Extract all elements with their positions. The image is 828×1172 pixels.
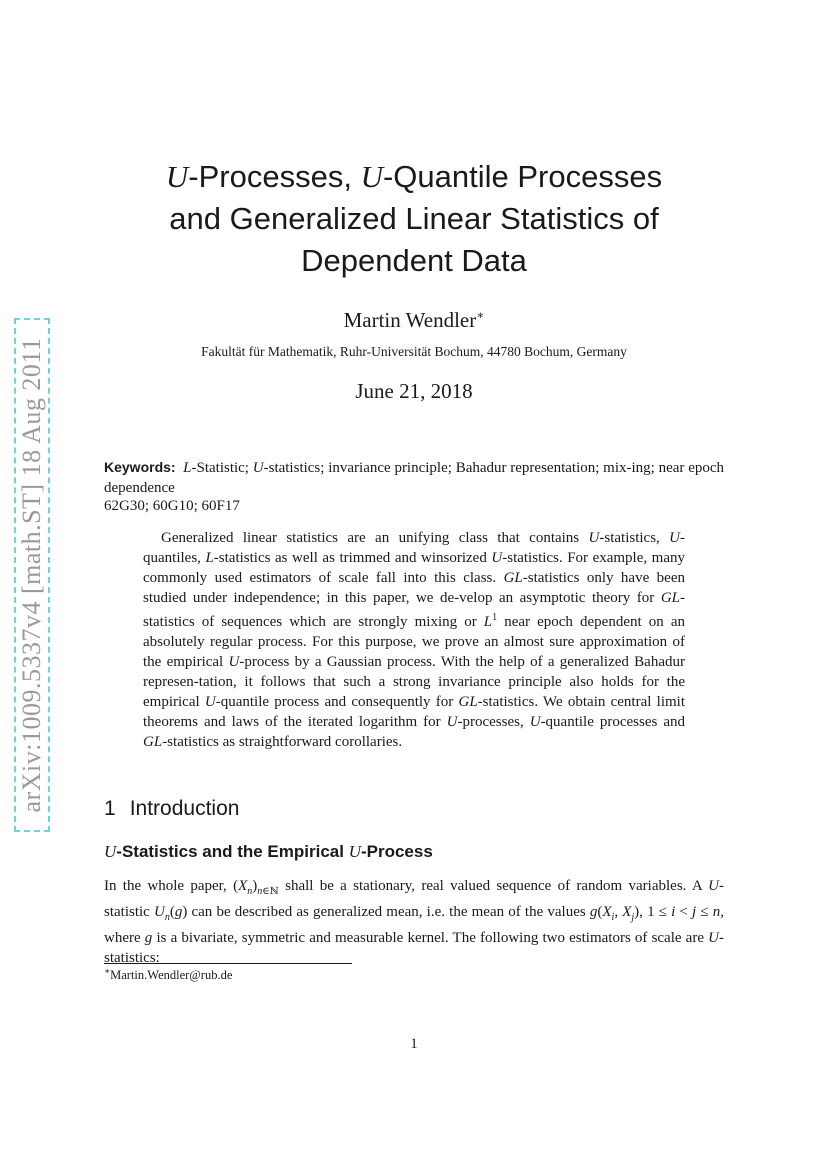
body-paragraph: In the whole paper, $(X_n)_{n\in ℕ}$ shall be a stationary, real valued sequence of random variables. A U-statistic $U_n(g)$ can be described as generalized mean, i.e. the mean of the values $g(X_i$, $X_j$), 1 ≤ i < j ≤ n, where g is a bivariate, symmetric and measurable kernel. The following two estimators of scale are U-statistics: [104, 878, 725, 966]
affiliation: Fakultät für Mathematik, Ruhr-Universität Bochum, 44780 Bochum, Germany [201, 344, 627, 359]
author: Martin Wendler∗ [343, 308, 485, 332]
keywords-label: Keywords: [104, 459, 176, 475]
section-number: 1 [104, 797, 116, 820]
title-line-1: U-Processes, U-Quantile Processes [165, 159, 663, 194]
arxiv-stamp [14, 318, 50, 832]
keywords-text: L-Statistic; U-statistics; invariance principle; Bahadur representation; mix-ing; near epoch dependence [104, 460, 725, 496]
paper-title [80, 156, 748, 282]
footnote: ∗Martin.Wendler@rub.de [104, 966, 233, 983]
page-number: 1 [410, 1036, 418, 1052]
section-title: Introduction [129, 797, 240, 820]
title-line-3: Dependent Data [301, 243, 527, 278]
date: June 21, 2018 [355, 379, 473, 403]
title-line-2: and Generalized Linear Statistics of [169, 201, 659, 236]
arxiv-identifier: arXiv:1009.5337v4 [math.ST] 18 Aug 2011 [17, 337, 46, 813]
keywords [104, 457, 724, 498]
section-heading [104, 797, 239, 821]
subsection-heading: U-Statistics and the Empirical U-Process [104, 842, 433, 861]
msc-codes: 62G30; 60G10; 60F17 [104, 498, 240, 514]
abstract: Generalized linear statistics are an unifying class that contains U-statistics, U-quantiles, L-statistics as well as trimmed and winsorized U-statistics. For example, many commonly used estimators of scale fall into this class. GL-statistics only have been studied under independence; in this paper, we de-velop an asymptotic theory for GL-statistics of sequences which are strongly mixing or $L^1$ near epoch dependent on an absolutely regular process. For this purpose, we prove an almost sure approximation of the empirical U-process by a Gaussian process. With the help of a generalized Bahadur represen-tation, it follows that such a strong invariance principle also holds for the empirical U-quantile process and consequently for GL-statistics. We obtain central limit theorems and laws of the iterated logarithm for U-processes, U-quantile processes and GL-statistics as straightforward corollaries. [143, 530, 685, 750]
footnote-rule [104, 963, 352, 964]
